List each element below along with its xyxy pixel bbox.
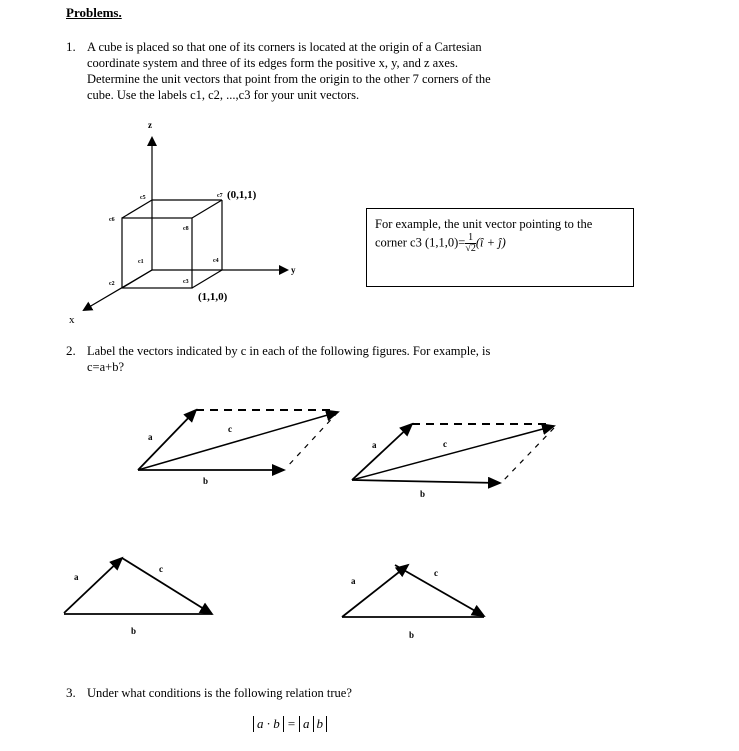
problem-2-line: Label the vectors indicated by c in each of the following figures. For example, is xyxy=(87,344,491,358)
vector-figure-1 xyxy=(138,410,338,470)
label-a: a xyxy=(372,440,377,450)
corner-label-c1: c1 xyxy=(138,259,144,265)
label-c: c xyxy=(159,564,163,574)
problem-1-line: Determine the unit vectors that point from the origin to the other 7 corners of the xyxy=(87,72,491,86)
vector-a xyxy=(342,565,408,617)
corner-label-c7: c7 xyxy=(217,193,223,199)
eq-r1: a xyxy=(299,716,314,732)
vector-figure-2 xyxy=(352,424,554,483)
label-c: c xyxy=(228,424,232,434)
corner-label-c8: c8 xyxy=(183,226,189,232)
example-suffix: (î + ĵ) xyxy=(475,235,506,250)
z-axis-label: z xyxy=(148,120,152,130)
corner-label-c5: c5 xyxy=(140,195,146,201)
problem-1-line: cube. Use the labels c1, c2, ...,c3 for your unit vectors. xyxy=(87,88,360,102)
problem-2-number: 2. xyxy=(66,343,76,358)
label-a: a xyxy=(351,576,356,586)
label-b: b xyxy=(409,630,415,640)
corner-label-c3: c3 xyxy=(183,279,189,285)
vector-c xyxy=(352,426,554,480)
label-b: b xyxy=(203,476,209,486)
vector-figure-4 xyxy=(342,565,484,617)
label-b: b xyxy=(131,626,137,636)
y-axis-label: y xyxy=(291,265,296,275)
corner-label-c4: c4 xyxy=(213,258,219,264)
vector-figure-3 xyxy=(64,558,212,614)
problem-3-number: 3. xyxy=(66,685,76,700)
vector-c xyxy=(122,558,212,614)
problem-3-text: Under what conditions is the following relation true? xyxy=(87,686,352,700)
x-axis-label: x xyxy=(69,314,75,326)
eq-r2: b xyxy=(314,716,328,732)
corner-label-c2: c2 xyxy=(109,281,115,287)
problem-2-line: c=a+b? xyxy=(87,360,124,374)
label-c: c xyxy=(443,439,447,449)
corner-c3-coord: (1,1,0) xyxy=(198,291,228,303)
vector-a xyxy=(64,558,122,613)
vector-c xyxy=(395,565,484,616)
problem-1-number: 1. xyxy=(66,39,76,54)
equation xyxy=(253,716,327,732)
label-a: a xyxy=(74,572,79,582)
corner-label-c6: c6 xyxy=(109,217,115,223)
dashed-edge xyxy=(286,412,338,468)
eq-lhs: a · b xyxy=(253,716,284,732)
example-line-1: For example, the unit vector pointing to the xyxy=(375,217,593,231)
vector-c xyxy=(138,412,338,470)
vector-b xyxy=(352,480,500,483)
label-c: c xyxy=(434,568,438,578)
problem-1-line: A cube is placed so that one of its corners is located at the origin of a Cartesian xyxy=(87,40,482,54)
fraction-numerator: 1 xyxy=(465,233,476,244)
problem-1-line: coordinate system and three of its edges form the positive x, y, and z axes. xyxy=(87,56,458,70)
dashed-edge xyxy=(502,428,554,482)
corner-c7-coord: (0,1,1) xyxy=(227,189,257,201)
page-title: Problems. xyxy=(66,5,122,20)
eq-sign: = xyxy=(287,716,296,731)
fraction-denominator: √2 xyxy=(465,243,476,254)
example-prefix: corner c3 (1,1,0)= xyxy=(375,235,466,250)
label-b: b xyxy=(420,489,426,499)
label-a: a xyxy=(148,432,153,442)
